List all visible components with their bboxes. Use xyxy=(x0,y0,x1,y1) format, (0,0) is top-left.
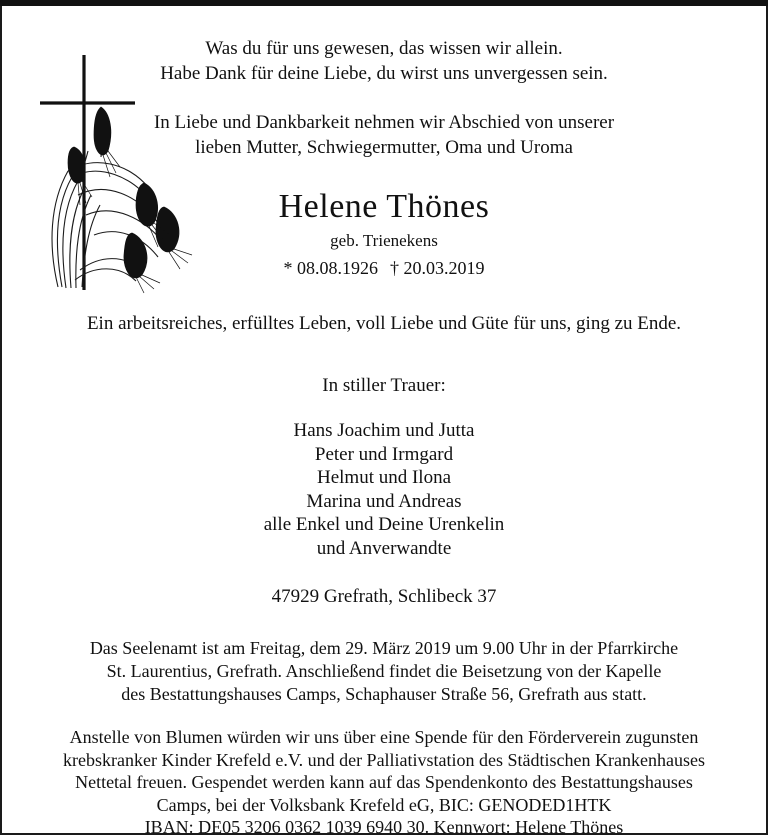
deceased-name-block xyxy=(0,187,768,281)
life-dates xyxy=(0,256,768,281)
verse-line-1: Was du für uns gewesen, das wissen wir allein. xyxy=(205,38,563,59)
donation-line-1: Anstelle von Blumen würden wir uns über eine Spende für den Förderverein zugunsten xyxy=(69,727,699,747)
deceased-name: Helene Thönes xyxy=(278,188,490,225)
maiden-name: geb. Trienekens xyxy=(330,231,438,250)
farewell-block xyxy=(0,110,768,160)
donation-iban-line: IBAN: DE05 3206 0362 1039 6940 30. Kennwort: Helene Thönes xyxy=(144,817,624,835)
family-address: 47929 Grefrath, Schlibeck 37 xyxy=(271,586,497,607)
list-item: Hans Joachim und Jutta xyxy=(293,420,475,441)
birth-date: * 08.08.1926 xyxy=(283,258,378,278)
list-item: Marina und Andreas xyxy=(306,490,462,512)
list-item: und Anverwandte xyxy=(316,537,452,559)
list-item: Helmut und Ilona xyxy=(316,467,452,488)
farewell-line-1: In Liebe und Dankbarkeit nehmen wir Abschied von unserer xyxy=(153,112,615,133)
epitaph-text: Ein arbeitsreiches, erfülltes Leben, voll Liebe und Güte für uns, ging zu Ende. xyxy=(86,313,682,334)
verse-line-2: Habe Dank für deine Liebe, du wirst uns unvergessen sein. xyxy=(160,63,608,84)
donation-details xyxy=(0,726,768,835)
farewell-line-2: lieben Mutter, Schwiegermutter, Oma und Uroma xyxy=(195,137,573,158)
service-line-2: St. Laurentius, Grefrath. Anschließend findet die Beisetzung von der Kapelle xyxy=(106,661,662,681)
verse-block xyxy=(0,36,768,86)
death-date: † 20.03.2019 xyxy=(390,258,485,278)
donation-bank-line: Camps, bei der Volksbank Krefeld eG, BIC: GENODED1HTK xyxy=(156,794,612,815)
donation-line-3: Nettetal freuen. Gespendet werden kann auf das Spendenkonto des Bestattungshauses xyxy=(75,772,693,792)
list-item: Peter und Irmgard xyxy=(314,443,454,465)
list-item: alle Enkel und Deine Urenkelin xyxy=(263,514,505,535)
service-line-3: des Bestattungshauses Camps, Schaphauser Straße 56, Grefrath aus statt. xyxy=(121,684,647,704)
service-line-1: Das Seelenamt ist am Freitag, dem 29. März 2019 um 9.00 Uhr in der Pfarrkirche xyxy=(89,638,679,658)
mourners-list xyxy=(0,419,768,560)
donation-line-2: krebskranker Kinder Krefeld e.V. und der Palliativstation des Städtischen Krankenhauses xyxy=(63,749,705,770)
service-details xyxy=(0,637,768,706)
mourning-title: In stiller Trauer: xyxy=(322,375,446,396)
